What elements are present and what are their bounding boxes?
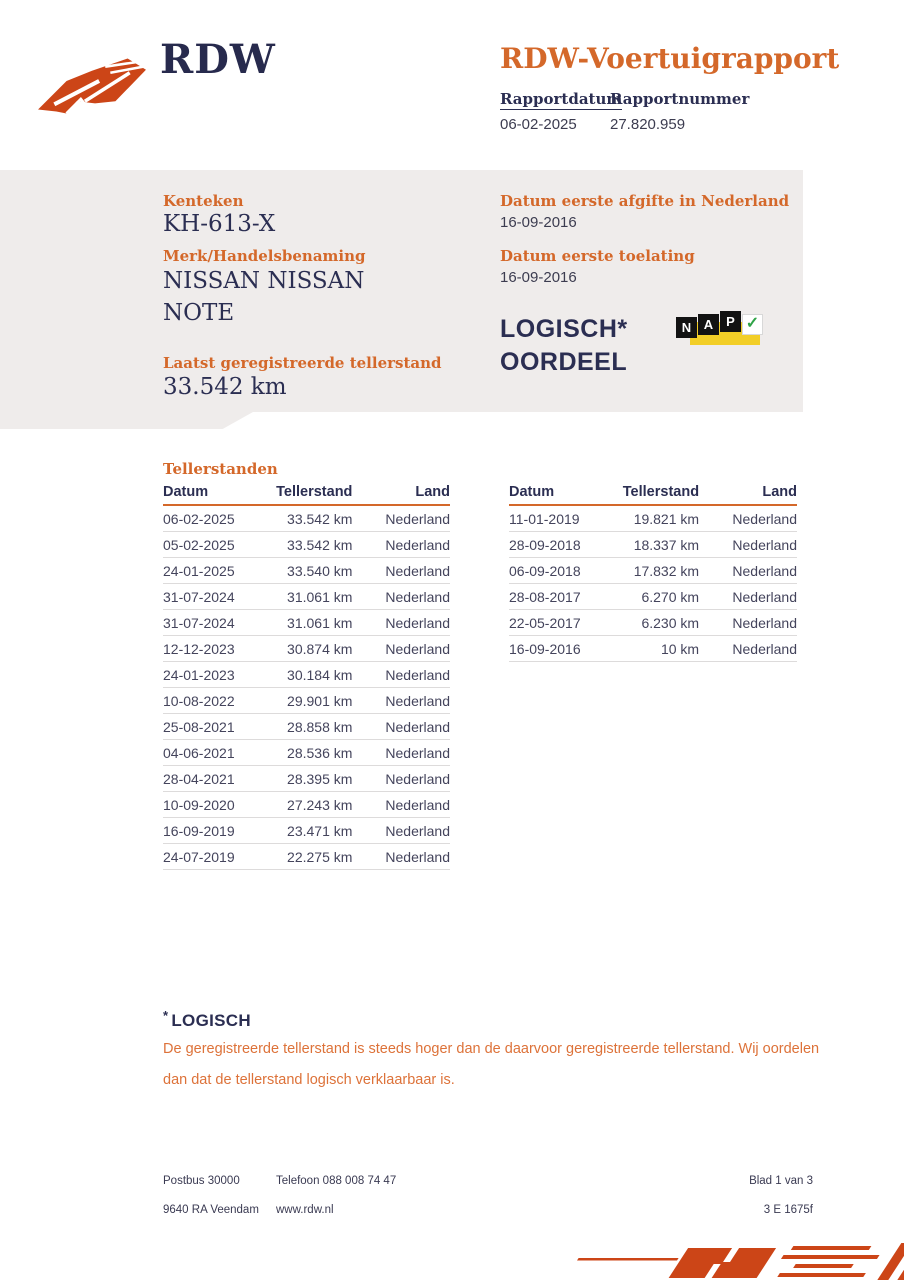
table-row — [163, 844, 450, 870]
cell-land: Nederland — [352, 688, 450, 714]
oordeel-status — [500, 313, 628, 379]
cell-datum: 31-07-2024 — [163, 584, 272, 610]
table-row — [163, 532, 450, 558]
table-row — [509, 505, 797, 532]
cell-land: Nederland — [352, 844, 450, 870]
cell-datum: 06-02-2025 — [163, 505, 272, 532]
table-row — [509, 532, 797, 558]
cell-tellerstand: 31.061 km — [272, 610, 352, 636]
footnote-asterisk: * — [163, 1008, 169, 1023]
nap-check-icon: ✓ — [742, 314, 763, 335]
tellerstanden-section-title: Tellerstanden — [163, 460, 278, 478]
cell-land: Nederland — [352, 584, 450, 610]
table-row — [509, 558, 797, 584]
cell-land: Nederland — [699, 636, 797, 662]
cell-land: Nederland — [699, 505, 797, 532]
toelating-label: Datum eerste toelating — [500, 247, 695, 265]
footer-postbus: Postbus 30000 — [163, 1175, 240, 1187]
table-row — [509, 584, 797, 610]
kenteken-value: KH-613-X — [163, 211, 276, 237]
cell-datum: 05-02-2025 — [163, 532, 272, 558]
table-row — [163, 766, 450, 792]
footer-contact — [276, 1167, 396, 1225]
col-header-land: Land — [352, 484, 450, 505]
cell-land: Nederland — [352, 818, 450, 844]
cell-land: Nederland — [352, 610, 450, 636]
footer-website-link[interactable]: www.rdw.nl — [276, 1204, 334, 1216]
footnote-title — [163, 1008, 251, 1031]
cell-land: Nederland — [352, 505, 450, 532]
merk-value: NISSAN NISSAN NOTE — [163, 268, 365, 326]
cell-land: Nederland — [352, 532, 450, 558]
cell-datum: 06-09-2018 — [509, 558, 618, 584]
cell-tellerstand: 30.874 km — [272, 636, 352, 662]
oordeel-line1: LOGISCH* — [500, 315, 628, 343]
cell-datum: 10-09-2020 — [163, 792, 272, 818]
nap-letter-a: A — [698, 314, 719, 335]
col-header-datum: Datum — [163, 484, 272, 505]
cell-tellerstand: 22.275 km — [272, 844, 352, 870]
col-header-land: Land — [699, 484, 797, 505]
oordeel-line2: OORDEEL — [500, 348, 628, 376]
table-row — [509, 636, 797, 662]
table-row — [163, 558, 450, 584]
table-row — [163, 818, 450, 844]
cell-tellerstand: 6.270 km — [618, 584, 699, 610]
cell-tellerstand: 27.243 km — [272, 792, 352, 818]
cell-datum: 04-06-2021 — [163, 740, 272, 766]
cell-datum: 16-09-2016 — [509, 636, 618, 662]
table-row — [163, 636, 450, 662]
cell-land: Nederland — [352, 766, 450, 792]
cell-tellerstand: 28.395 km — [272, 766, 352, 792]
cell-land: Nederland — [699, 558, 797, 584]
table-row — [163, 584, 450, 610]
cell-land: Nederland — [352, 740, 450, 766]
footer-phone: Telefoon 088 008 74 47 — [276, 1175, 397, 1187]
col-header-datum: Datum — [509, 484, 618, 505]
table-row — [163, 714, 450, 740]
table-header-row — [509, 484, 797, 505]
report-number-label: Rapportnummer — [610, 90, 750, 108]
cell-tellerstand: 18.337 km — [618, 532, 699, 558]
tellerstanden-table-right — [509, 484, 797, 662]
cell-datum: 22-05-2017 — [509, 610, 618, 636]
table-row — [163, 792, 450, 818]
cell-datum: 11-01-2019 — [509, 505, 618, 532]
cell-land: Nederland — [352, 792, 450, 818]
cell-datum: 24-07-2019 — [163, 844, 272, 870]
laatste-tellerstand-value: 33.542 km — [163, 374, 287, 400]
col-header-tellerstand: Tellerstand — [618, 484, 699, 505]
footer-page-number: Blad 1 van 3 — [749, 1175, 813, 1187]
cell-tellerstand: 31.061 km — [272, 584, 352, 610]
kenteken-label: Kenteken — [163, 192, 244, 210]
cell-tellerstand: 28.536 km — [272, 740, 352, 766]
table-row — [163, 662, 450, 688]
table-header-row — [163, 484, 450, 505]
merk-label: Merk/Handelsbenaming — [163, 247, 366, 265]
vehicle-summary-panel-wedge — [0, 412, 253, 429]
cell-datum: 24-01-2023 — [163, 662, 272, 688]
cell-land: Nederland — [699, 532, 797, 558]
nap-logo — [676, 308, 766, 350]
footer-city: 9640 RA Veendam — [163, 1204, 259, 1216]
cell-datum: 12-12-2023 — [163, 636, 272, 662]
stripes-graphic-icon — [514, 1242, 904, 1280]
tellerstanden-table-left — [163, 484, 450, 870]
cell-datum: 28-04-2021 — [163, 766, 272, 792]
table-row — [163, 688, 450, 714]
table-row — [509, 610, 797, 636]
cell-tellerstand: 6.230 km — [618, 610, 699, 636]
cell-land: Nederland — [352, 662, 450, 688]
footer-meta — [749, 1167, 813, 1225]
cell-land: Nederland — [699, 584, 797, 610]
cell-tellerstand: 33.542 km — [272, 532, 352, 558]
cell-land: Nederland — [352, 558, 450, 584]
page-title: RDW-Voertuigrapport — [500, 42, 840, 75]
footer-address — [163, 1167, 259, 1225]
cell-tellerstand: 10 km — [618, 636, 699, 662]
cell-datum: 25-08-2021 — [163, 714, 272, 740]
cell-tellerstand: 19.821 km — [618, 505, 699, 532]
afgifte-label: Datum eerste afgifte in Nederland — [500, 192, 790, 210]
footnote-title-text: LOGISCH — [171, 1011, 251, 1030]
rdw-bird-logo-icon — [36, 50, 148, 118]
table-row — [163, 610, 450, 636]
cell-tellerstand: 33.540 km — [272, 558, 352, 584]
cell-datum: 10-08-2022 — [163, 688, 272, 714]
laatste-tellerstand-label: Laatst geregistreerde tellerstand — [163, 354, 442, 372]
brand-wordmark: RDW — [160, 36, 276, 83]
footnote-body: De geregistreerde tellerstand is steeds hoger dan de daarvoor geregistreerde tellerstand. Wij oordelen dan dat de tellerstand logisch verklaarbaar is. — [163, 1041, 820, 1088]
report-date-label: Rapportdatum — [500, 90, 623, 108]
nap-letter-p: P — [720, 311, 741, 332]
table-row — [163, 740, 450, 766]
nap-letter-n: N — [676, 317, 697, 338]
report-number-value: 27.820.959 — [610, 116, 686, 133]
cell-datum: 31-07-2024 — [163, 610, 272, 636]
cell-datum: 24-01-2025 — [163, 558, 272, 584]
toelating-value: 16-09-2016 — [500, 269, 577, 286]
cell-datum: 16-09-2019 — [163, 818, 272, 844]
cell-datum: 28-09-2018 — [509, 532, 618, 558]
cell-land: Nederland — [352, 636, 450, 662]
afgifte-value: 16-09-2016 — [500, 214, 577, 231]
cell-land: Nederland — [352, 714, 450, 740]
cell-tellerstand: 29.901 km — [272, 688, 352, 714]
cell-tellerstand: 28.858 km — [272, 714, 352, 740]
cell-tellerstand: 23.471 km — [272, 818, 352, 844]
table-row — [163, 505, 450, 532]
report-date-value: 06-02-2025 — [500, 116, 577, 133]
cell-land: Nederland — [699, 610, 797, 636]
col-header-tellerstand: Tellerstand — [272, 484, 352, 505]
cell-tellerstand: 17.832 km — [618, 558, 699, 584]
footer-doc-code: 3 E 1675f — [763, 1204, 813, 1216]
cell-datum: 28-08-2017 — [509, 584, 618, 610]
cell-tellerstand: 33.542 km — [272, 505, 352, 532]
cell-tellerstand: 30.184 km — [272, 662, 352, 688]
